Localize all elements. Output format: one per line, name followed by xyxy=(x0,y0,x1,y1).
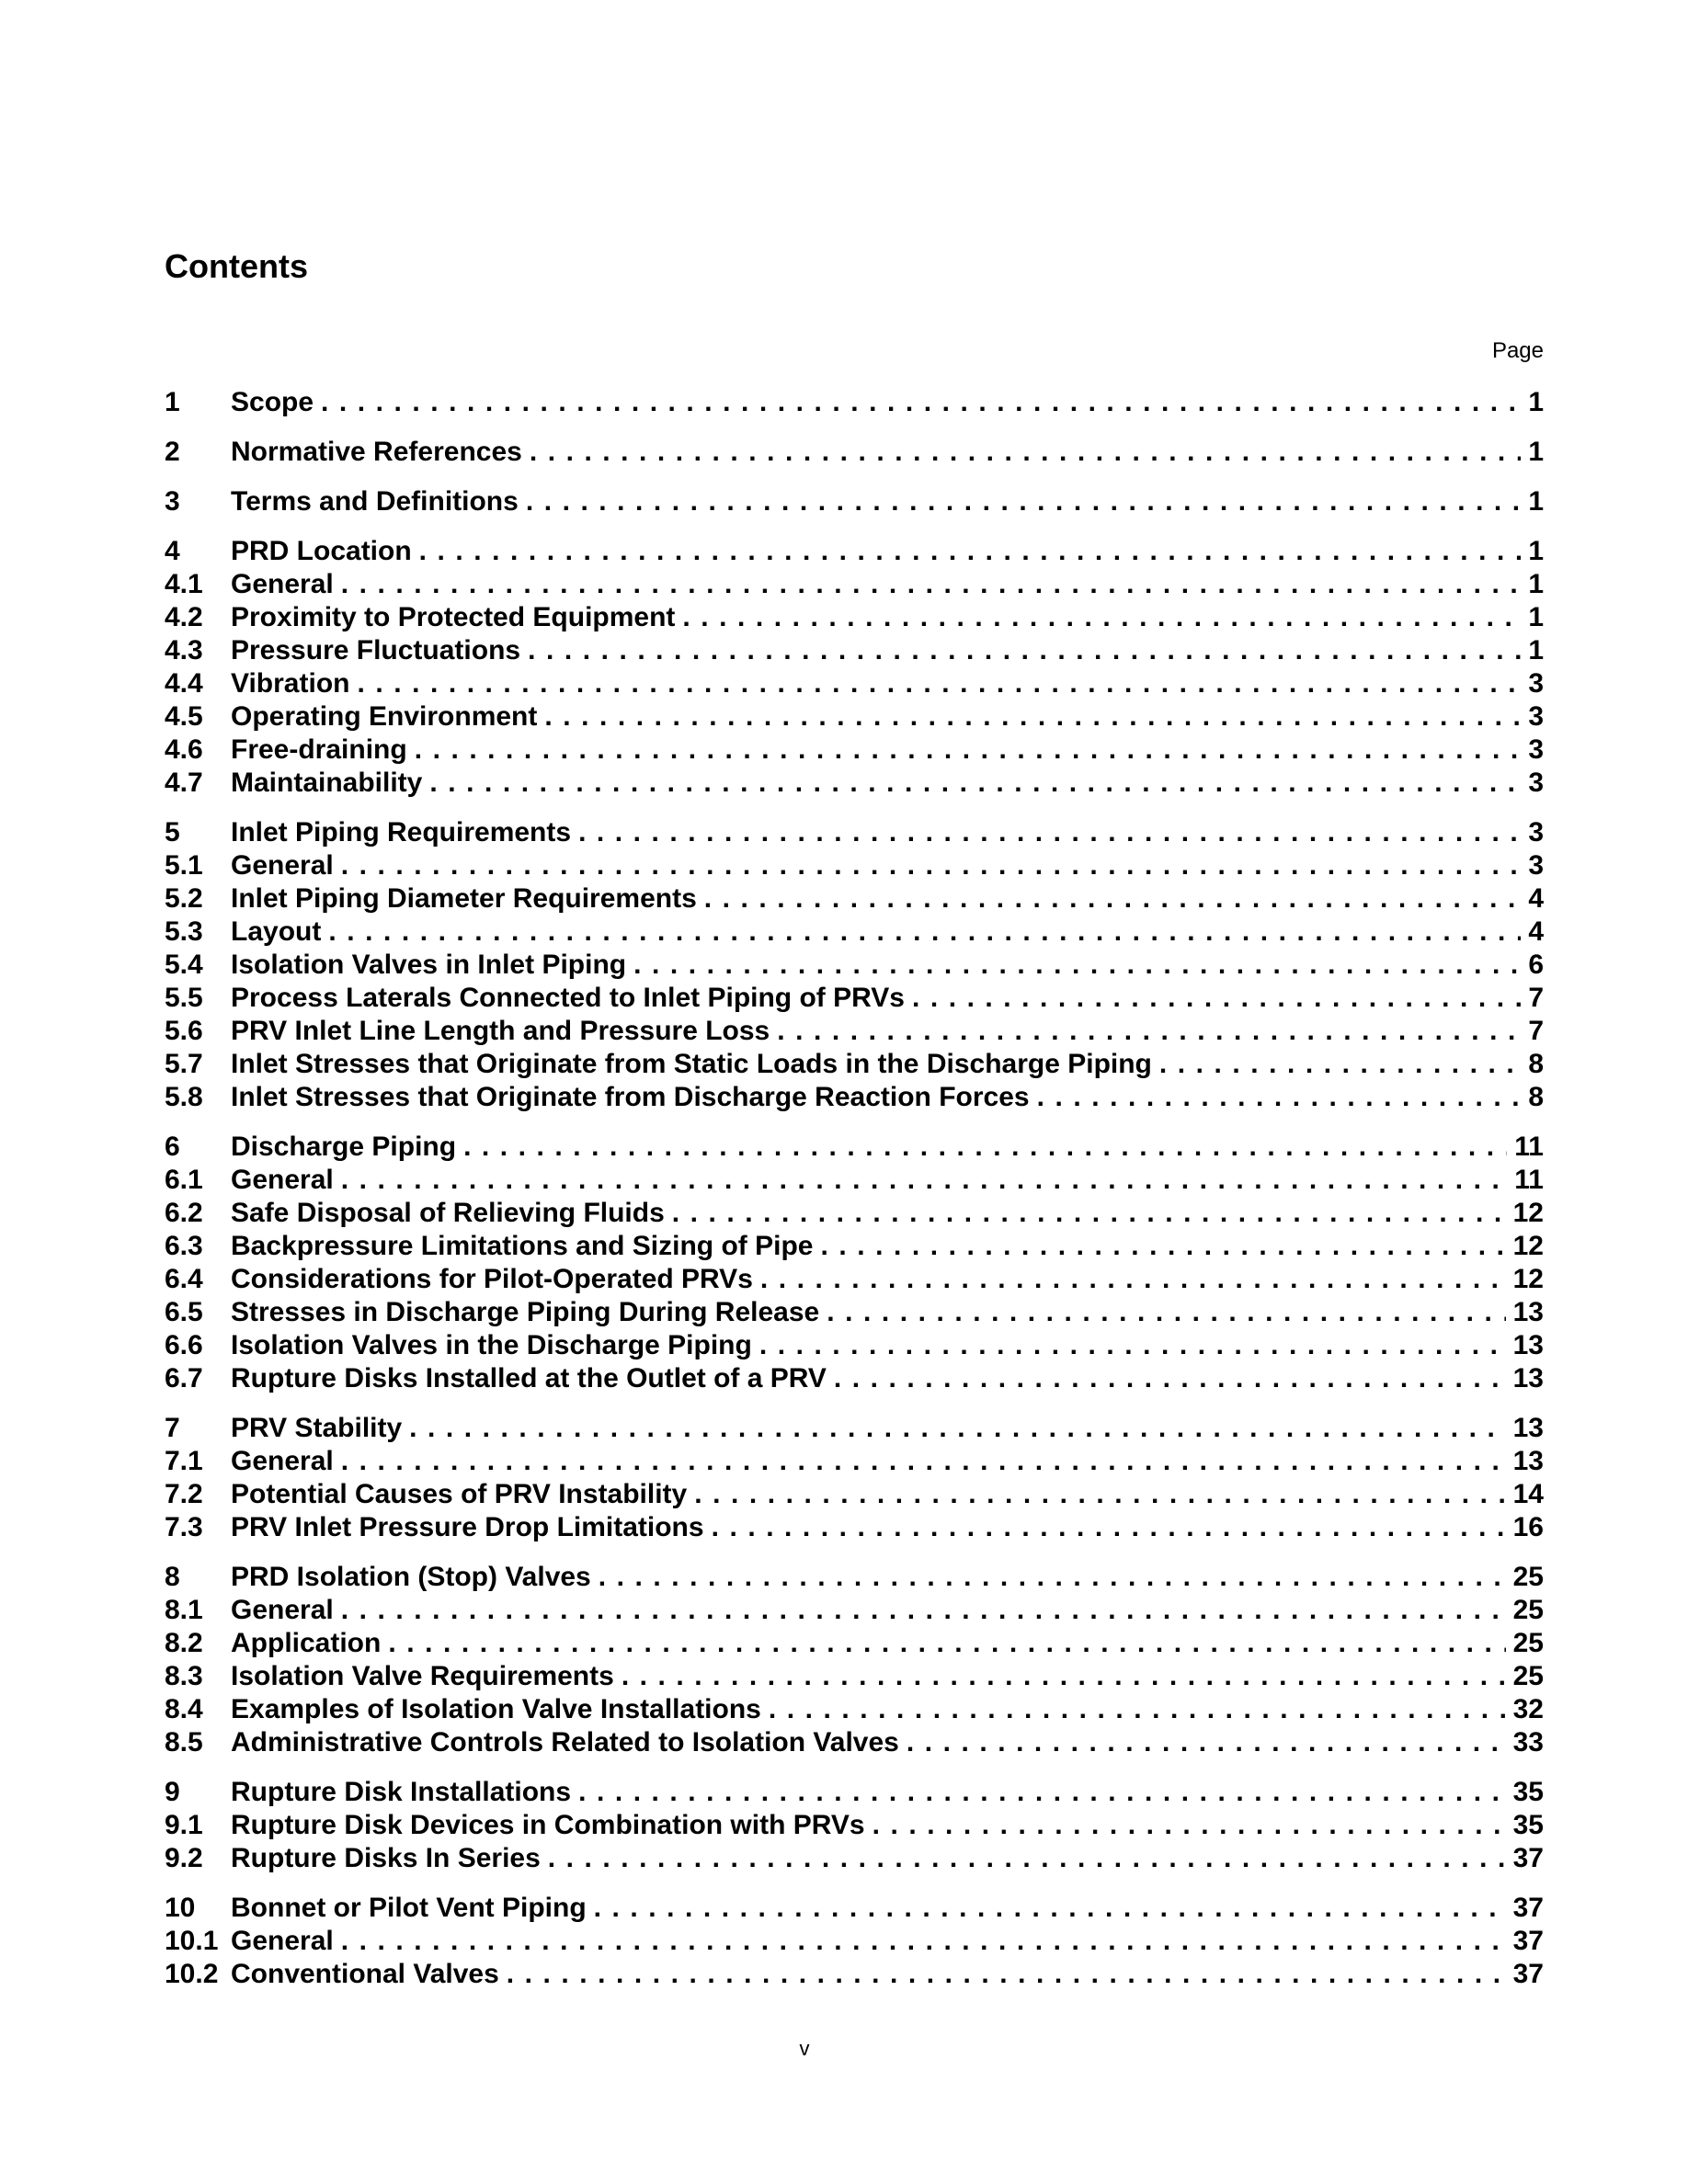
toc-entry-page: 37 xyxy=(1512,1926,1544,1956)
toc-entry[interactable] xyxy=(165,1329,1544,1362)
toc-entry-number: 6.7 xyxy=(165,1363,203,1393)
toc-entry-number: 5.6 xyxy=(165,1016,203,1046)
toc-entry[interactable] xyxy=(165,667,1544,700)
toc-entry[interactable] xyxy=(165,1197,1544,1230)
toc-entry-number: 5.4 xyxy=(165,950,203,980)
toc-entry-page: 7 xyxy=(1528,1016,1544,1046)
toc-entry-title: Stresses in Discharge Piping During Release xyxy=(231,1297,820,1327)
toc-entry-number: 3 xyxy=(165,486,180,517)
dot-leader xyxy=(357,667,1521,700)
toc-entry-page: 1 xyxy=(1528,569,1544,599)
toc-entry-title: Safe Disposal of Relieving Fluids xyxy=(231,1198,665,1228)
dot-leader xyxy=(907,1726,1506,1759)
toc-entry-page: 13 xyxy=(1512,1363,1544,1393)
toc-entry-title: Considerations for Pilot-Operated PRVs xyxy=(231,1264,753,1294)
dot-leader xyxy=(873,1809,1506,1842)
dot-leader xyxy=(415,734,1522,767)
toc-entry-title: Potential Causes of PRV Instability xyxy=(231,1479,688,1509)
toc-entry[interactable] xyxy=(165,1925,1544,1958)
toc-entry-number: 10.2 xyxy=(165,1959,219,1989)
toc-entry-title: Scope xyxy=(231,387,314,417)
toc-entry-page: 12 xyxy=(1512,1198,1544,1228)
toc-section-group xyxy=(165,535,1544,800)
toc-entry-page: 3 xyxy=(1528,817,1544,847)
toc-entry-number: 4.7 xyxy=(165,768,203,798)
toc-section-group xyxy=(165,1776,1544,1875)
toc-entry-page: 13 xyxy=(1512,1413,1544,1443)
toc-entry-title: Rupture Disks Installed at the Outlet of a PRV xyxy=(231,1363,827,1393)
toc-entry-title: General xyxy=(231,1926,334,1956)
toc-entry-number: 6.1 xyxy=(165,1165,203,1195)
dot-leader xyxy=(528,634,1521,667)
toc-entry-title: Pressure Fluctuations xyxy=(231,635,521,665)
dot-leader xyxy=(409,1412,1505,1445)
toc-entry[interactable] xyxy=(165,1627,1544,1660)
toc-entry-number: 5.3 xyxy=(165,916,203,947)
toc-entry-title: Examples of Isolation Valve Installations xyxy=(231,1694,761,1724)
toc-entry-page: 1 xyxy=(1528,437,1544,467)
toc-entry-title: General xyxy=(231,1446,334,1476)
dot-leader xyxy=(769,1693,1506,1726)
dot-leader xyxy=(530,436,1521,469)
toc-entry[interactable] xyxy=(165,535,1544,568)
toc-entry[interactable] xyxy=(165,849,1544,882)
toc-entry[interactable] xyxy=(165,1230,1544,1263)
toc-entry-page: 8 xyxy=(1528,1082,1544,1112)
toc-section-group xyxy=(165,1892,1544,1991)
toc-entry-page: 3 xyxy=(1528,668,1544,699)
toc-entry-page: 8 xyxy=(1528,1049,1544,1079)
toc-entry-page: 3 xyxy=(1528,734,1544,765)
toc-entry-page: 1 xyxy=(1528,635,1544,665)
toc-entry-title: Isolation Valves in the Discharge Piping xyxy=(231,1330,752,1360)
toc-entry-title: PRV Inlet Line Length and Pressure Loss xyxy=(231,1016,770,1046)
toc-entry-page: 12 xyxy=(1512,1231,1544,1261)
toc-entry-page: 37 xyxy=(1512,1959,1544,1989)
toc-entry[interactable] xyxy=(165,1048,1544,1081)
toc-entry-number: 7 xyxy=(165,1413,180,1443)
toc-entry-number: 6.5 xyxy=(165,1297,203,1327)
dot-leader xyxy=(578,1776,1506,1809)
toc-entry-number: 4.3 xyxy=(165,635,203,665)
toc-entry-page: 35 xyxy=(1512,1777,1544,1807)
toc-entry-title: Proximity to Protected Equipment xyxy=(231,602,676,632)
dot-leader xyxy=(341,1925,1506,1958)
toc-entry[interactable] xyxy=(165,1958,1544,1991)
toc-entry-page: 12 xyxy=(1512,1264,1544,1294)
toc-entry-page: 1 xyxy=(1528,602,1544,632)
toc-section-group xyxy=(165,1131,1544,1395)
dot-leader xyxy=(912,982,1521,1015)
toc-entry-page: 33 xyxy=(1512,1727,1544,1757)
toc-entry[interactable] xyxy=(165,949,1544,982)
toc-entry-title: Conventional Valves xyxy=(231,1959,499,1989)
toc-entry[interactable] xyxy=(165,734,1544,767)
toc-entry-number: 8.2 xyxy=(165,1628,203,1658)
toc-entry-page: 25 xyxy=(1512,1595,1544,1625)
dot-leader xyxy=(599,1561,1506,1594)
toc-entry-title: General xyxy=(231,1595,334,1625)
toc-entry[interactable] xyxy=(165,982,1544,1015)
toc-entry-number: 6.6 xyxy=(165,1330,203,1360)
toc-entry[interactable] xyxy=(165,1594,1544,1627)
toc-entry[interactable] xyxy=(165,1511,1544,1544)
toc-entry-number: 7.1 xyxy=(165,1446,203,1476)
toc-entry-page: 37 xyxy=(1512,1893,1544,1923)
toc-entry-title: Terms and Definitions xyxy=(231,486,519,517)
toc-entry-page: 11 xyxy=(1514,1165,1544,1195)
toc-entry-title: Maintainability xyxy=(231,768,423,798)
toc-entry-title: Isolation Valves in Inlet Piping xyxy=(231,950,627,980)
toc-entry-page: 35 xyxy=(1512,1810,1544,1840)
dot-leader xyxy=(672,1197,1506,1230)
toc-entry-page: 3 xyxy=(1528,850,1544,881)
dot-leader xyxy=(759,1329,1506,1362)
toc-entry-page: 25 xyxy=(1512,1661,1544,1691)
toc-entry-number: 4.2 xyxy=(165,602,203,632)
toc-entry-number: 5.2 xyxy=(165,883,203,914)
dot-leader xyxy=(341,1164,1508,1197)
toc-entry-title: Rupture Disks In Series xyxy=(231,1843,541,1873)
toc-entry-number: 8.5 xyxy=(165,1727,203,1757)
page-column-label: Page xyxy=(1491,338,1544,363)
toc-entry-number: 6.2 xyxy=(165,1198,203,1228)
dot-leader xyxy=(777,1015,1521,1048)
toc-entry-title: PRV Stability xyxy=(231,1413,403,1443)
toc-entry[interactable] xyxy=(165,634,1544,667)
toc-entry[interactable] xyxy=(165,1892,1544,1925)
toc-entry-page: 1 xyxy=(1528,387,1544,417)
toc-entry-title: Normative References xyxy=(231,437,522,467)
dot-leader xyxy=(507,1958,1506,1991)
toc-entry[interactable] xyxy=(165,1015,1544,1048)
dot-leader xyxy=(341,1594,1506,1627)
toc-entry-number: 9 xyxy=(165,1777,180,1807)
toc-entry[interactable] xyxy=(165,1561,1544,1594)
dot-leader xyxy=(827,1296,1505,1329)
toc-entry[interactable] xyxy=(165,1842,1544,1875)
toc-section-group xyxy=(165,436,1544,469)
toc-entry-number: 5.1 xyxy=(165,850,203,881)
toc-entry-number: 5.5 xyxy=(165,983,203,1013)
toc-entry-title: Rupture Disk Installations xyxy=(231,1777,572,1807)
toc-entry-page: 3 xyxy=(1528,701,1544,732)
toc-entry[interactable] xyxy=(165,1776,1544,1809)
toc-section-group xyxy=(165,1412,1544,1544)
dot-leader xyxy=(341,1445,1506,1478)
toc-entry-number: 10.1 xyxy=(165,1926,219,1956)
dot-leader xyxy=(341,568,1522,601)
toc-entry-title: Free-draining xyxy=(231,734,407,765)
toc-entry-page: 1 xyxy=(1528,486,1544,517)
toc-entry-title: Process Laterals Connected to Inlet Piping of PRVs xyxy=(231,983,905,1013)
toc-entry-number: 1 xyxy=(165,387,180,417)
toc-entry[interactable] xyxy=(165,916,1544,949)
toc-entry-title: Vibration xyxy=(231,668,350,699)
toc-entry[interactable] xyxy=(165,568,1544,601)
dot-leader xyxy=(328,916,1521,949)
toc-entry-title: Application xyxy=(231,1628,382,1658)
toc-entry-page: 13 xyxy=(1512,1446,1544,1476)
toc-entry-number: 2 xyxy=(165,437,180,467)
toc-entry-number: 4.6 xyxy=(165,734,203,765)
toc-entry-title: General xyxy=(231,1165,334,1195)
toc-entry-title: PRD Isolation (Stop) Valves xyxy=(231,1562,591,1592)
dot-leader xyxy=(388,1627,1505,1660)
toc-entry-page: 32 xyxy=(1512,1694,1544,1724)
toc-section-group xyxy=(165,816,1544,1114)
toc-entry[interactable] xyxy=(165,1412,1544,1445)
toc-entry[interactable] xyxy=(165,1693,1544,1726)
toc-entry[interactable] xyxy=(165,1478,1544,1511)
toc-entry[interactable] xyxy=(165,386,1544,419)
toc-entry-number: 9.2 xyxy=(165,1843,203,1873)
toc-entry-title: Discharge Piping xyxy=(231,1132,457,1162)
toc-entry[interactable] xyxy=(165,767,1544,800)
dot-leader xyxy=(429,767,1521,800)
toc-entry-number: 5.8 xyxy=(165,1082,203,1112)
toc-entry[interactable] xyxy=(165,1726,1544,1759)
dot-leader xyxy=(712,1511,1506,1544)
dot-leader xyxy=(834,1362,1506,1395)
toc-entry-title: PRD Location xyxy=(231,536,412,566)
toc-entry-number: 6.3 xyxy=(165,1231,203,1261)
toc-entry[interactable] xyxy=(165,1081,1544,1114)
toc-entry-page: 6 xyxy=(1528,950,1544,980)
dot-leader xyxy=(341,849,1522,882)
toc-entry-page: 13 xyxy=(1512,1330,1544,1360)
dot-leader xyxy=(633,949,1521,982)
toc-entry-number: 8.4 xyxy=(165,1694,203,1724)
toc-entry-title: Inlet Piping Requirements xyxy=(231,817,572,847)
toc-entry-number: 10 xyxy=(165,1893,196,1923)
toc-entry[interactable] xyxy=(165,1660,1544,1693)
toc-entry[interactable] xyxy=(165,1263,1544,1296)
toc-entry-page: 3 xyxy=(1528,768,1544,798)
toc-entry[interactable] xyxy=(165,1809,1544,1842)
toc-entry-number: 4.4 xyxy=(165,668,203,699)
toc-entry[interactable] xyxy=(165,1131,1544,1164)
toc-section-group xyxy=(165,386,1544,419)
toc-entry-page: 14 xyxy=(1512,1479,1544,1509)
toc-entry-title: Operating Environment xyxy=(231,701,538,732)
toc-entry[interactable] xyxy=(165,1164,1544,1197)
dot-leader xyxy=(820,1230,1505,1263)
toc-entry[interactable] xyxy=(165,816,1544,849)
toc-entry-number: 6 xyxy=(165,1132,180,1162)
dot-leader xyxy=(622,1660,1506,1693)
toc-entry-page: 1 xyxy=(1528,536,1544,566)
toc-entry[interactable] xyxy=(165,1445,1544,1478)
toc-entry-page: 25 xyxy=(1512,1562,1544,1592)
toc-entry[interactable] xyxy=(165,882,1544,916)
dot-leader xyxy=(594,1892,1506,1925)
toc-entry-title: Backpressure Limitations and Sizing of Pipe xyxy=(231,1231,814,1261)
toc-entry[interactable] xyxy=(165,601,1544,634)
page-number: v xyxy=(799,2037,810,2060)
dot-leader xyxy=(544,700,1521,734)
dot-leader xyxy=(419,535,1522,568)
toc-entry-title: General xyxy=(231,850,334,881)
dot-leader xyxy=(1159,1048,1521,1081)
toc-entry-page: 16 xyxy=(1512,1512,1544,1542)
toc-section-group xyxy=(165,1561,1544,1759)
toc-entry-title: Bonnet or Pilot Vent Piping xyxy=(231,1893,587,1923)
toc-entry-title: General xyxy=(231,569,334,599)
toc-entry-title: Administrative Controls Related to Isolation Valves xyxy=(231,1727,899,1757)
toc-entry-title: PRV Inlet Pressure Drop Limitations xyxy=(231,1512,704,1542)
toc-entry-number: 4 xyxy=(165,536,180,566)
dot-leader xyxy=(548,1842,1506,1875)
toc-entry-title: Inlet Piping Diameter Requirements xyxy=(231,883,697,914)
page-title: Contents xyxy=(165,247,308,285)
toc-entry-number: 6.4 xyxy=(165,1264,203,1294)
toc-entry[interactable] xyxy=(165,1296,1544,1329)
toc-entry-number: 8.3 xyxy=(165,1661,203,1691)
toc-entry[interactable] xyxy=(165,700,1544,734)
toc-entry-page: 4 xyxy=(1528,883,1544,914)
toc-entry-page: 13 xyxy=(1512,1297,1544,1327)
dot-leader xyxy=(760,1263,1506,1296)
toc-entry[interactable] xyxy=(165,485,1544,518)
dot-leader xyxy=(526,485,1521,518)
toc-entry-title: Layout xyxy=(231,916,322,947)
toc-entry[interactable] xyxy=(165,1362,1544,1395)
toc-entry-page: 25 xyxy=(1512,1628,1544,1658)
toc-entry-number: 5 xyxy=(165,817,180,847)
toc-entry-number: 9.1 xyxy=(165,1810,203,1840)
dot-leader xyxy=(682,601,1521,634)
dot-leader xyxy=(1037,1081,1522,1114)
toc-entry[interactable] xyxy=(165,436,1544,469)
toc-entry-title: Inlet Stresses that Originate from Static Loads in the Discharge Piping xyxy=(231,1049,1152,1079)
toc-entry-number: 8 xyxy=(165,1562,180,1592)
toc-entry-page: 11 xyxy=(1514,1132,1544,1162)
toc-entry-number: 4.5 xyxy=(165,701,203,732)
toc-entry-number: 8.1 xyxy=(165,1595,203,1625)
dot-leader xyxy=(463,1131,1507,1164)
table-of-contents xyxy=(165,386,1544,2008)
toc-entry-number: 7.3 xyxy=(165,1512,203,1542)
toc-entry-title: Inlet Stresses that Originate from Discharge Reaction Forces xyxy=(231,1082,1030,1112)
toc-entry-title: Isolation Valve Requirements xyxy=(231,1661,614,1691)
toc-entry-number: 4.1 xyxy=(165,569,203,599)
toc-entry-page: 37 xyxy=(1512,1843,1544,1873)
toc-entry-page: 4 xyxy=(1528,916,1544,947)
toc-entry-page: 7 xyxy=(1528,983,1544,1013)
dot-leader xyxy=(704,882,1522,916)
dot-leader xyxy=(578,816,1521,849)
toc-entry-title: Rupture Disk Devices in Combination with PRVs xyxy=(231,1810,865,1840)
toc-entry-number: 7.2 xyxy=(165,1479,203,1509)
dot-leader xyxy=(694,1478,1505,1511)
toc-section-group xyxy=(165,485,1544,518)
dot-leader xyxy=(321,386,1521,419)
toc-entry-number: 5.7 xyxy=(165,1049,203,1079)
